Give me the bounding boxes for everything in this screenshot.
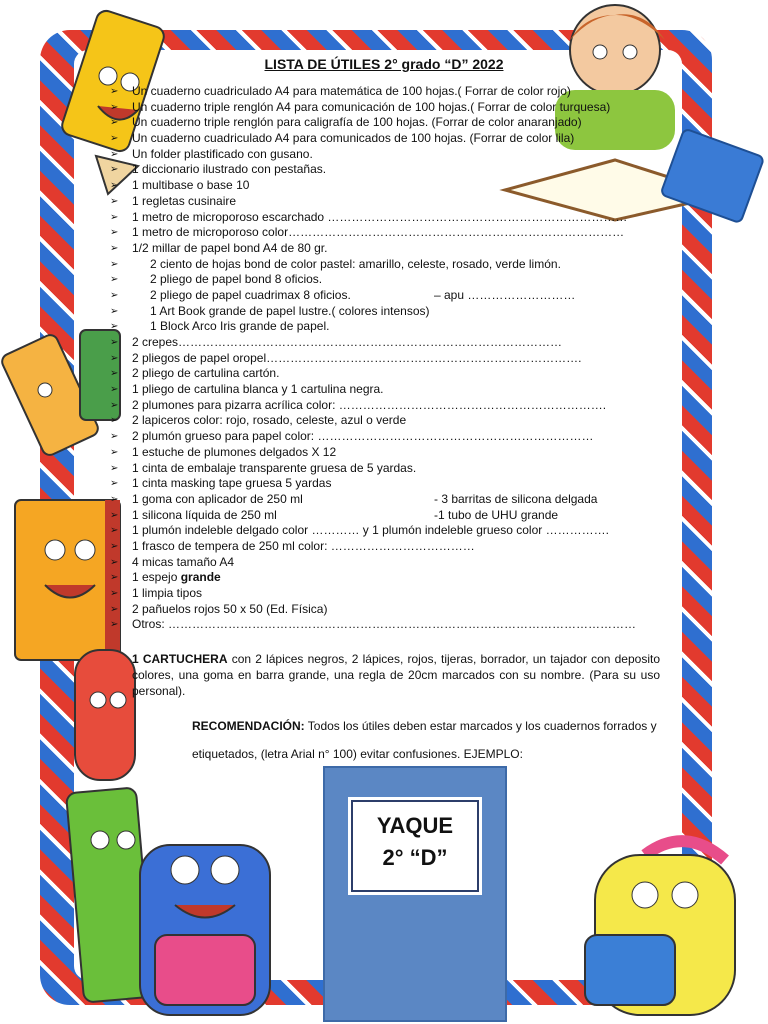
pink-backpack-character-illustration (575, 835, 765, 1020)
list-item-text: 1 cinta de embalaje transparente gruesa de 5 yardas. (132, 460, 417, 475)
list-item (106, 147, 666, 163)
arrow-bullet-icon: ➢ (110, 321, 119, 333)
arrow-bullet-icon: ➢ (110, 305, 119, 317)
list-item-text: 1 Art Book grande de papel lustre.( colores intensos) (150, 303, 430, 318)
list-item-text: Un cuaderno triple renglón A4 para comunicación de 100 hojas.( Forrar de color turquesa) (132, 99, 611, 114)
list-item (106, 162, 666, 178)
list-item (106, 476, 666, 492)
list-item (106, 382, 666, 398)
list-item-text: Un cuaderno cuadriculado A4 para comunicados de 100 hojas. (Forrar de color lila) (132, 131, 575, 146)
list-item (106, 539, 666, 555)
arrow-bullet-icon: ➢ (110, 101, 119, 113)
list-item-text: 1 regletas cusinaire (132, 193, 237, 208)
list-item-text: Un folder plastificado con gusano. (132, 146, 313, 161)
list-item (106, 461, 666, 477)
list-item-text: 1 plumón indeleble delgado color ………… y 1 plumón indeleble grueso color ……………. (132, 523, 609, 538)
arrow-bullet-icon: ➢ (110, 211, 119, 223)
list-item-extra-text: -1 tubo de UHU grande (434, 507, 559, 522)
list-item (106, 398, 666, 414)
list-item-text: 2 crepes…………………………………………………………………………………… (132, 335, 563, 349)
arrow-bullet-icon: ➢ (110, 368, 119, 380)
list-item-text: 1 cinta masking tape gruesa 5 yardas (132, 476, 332, 491)
list-item-text: 1 Block Arco Iris grande de papel. (150, 319, 330, 334)
blue-backpack-character-illustration (135, 815, 275, 1020)
list-item-bold-text: grande (180, 570, 221, 585)
arrow-bullet-icon: ➢ (110, 274, 119, 286)
cartuchera-text: con 2 lápices negros, 2 lápices, rojos, tijeras, borrador, un tajador con deposito colores, una goma en barra grande, una regla de 20cm marcados con su nombre. (Para su uso personal). (132, 652, 661, 698)
list-item-text: 2 lapiceros color: rojo, rosado, celeste, azul o verde (132, 413, 407, 428)
arrow-bullet-icon: ➢ (110, 415, 119, 427)
arrow-bullet-icon: ➢ (110, 133, 119, 145)
list-item (106, 508, 666, 524)
list-item (106, 225, 666, 241)
arrow-bullet-icon: ➢ (110, 572, 119, 584)
list-item-text: 1 espejo (132, 570, 181, 585)
list-item (106, 84, 666, 100)
list-item (106, 194, 666, 210)
list-item-text: 1 metro de microporoso color………………………………………………………………………… (132, 225, 625, 240)
arrow-bullet-icon: ➢ (110, 86, 119, 97)
example-name: YAQUE (376, 813, 454, 838)
arrow-bullet-icon: ➢ (110, 164, 119, 176)
list-item-text: 1 frasco de tempera de 250 ml color: ……………………………… (132, 538, 475, 553)
list-item-text: 4 micas tamaño A4 (132, 554, 235, 569)
list-item-text: 2 plumones para pizarra acrílica color: …………………………………………………………. (132, 397, 607, 412)
list-item-text: 2 pliego de papel bond 8 oficios. (150, 272, 323, 287)
list-item (106, 523, 666, 539)
list-item (106, 555, 666, 571)
arrow-bullet-icon: ➢ (110, 148, 119, 160)
page-title: LISTA DE ÚTILES 2° grado “D” 2022 (264, 56, 504, 72)
arrow-bullet-icon: ➢ (110, 258, 119, 270)
list-item (106, 319, 666, 335)
list-item (106, 115, 666, 131)
list-item-extra-text: - 3 barritas de silicona delgada (434, 491, 598, 506)
list-item (106, 445, 666, 461)
arrow-bullet-icon: ➢ (110, 384, 119, 396)
arrow-bullet-icon: ➢ (110, 227, 119, 239)
arrow-bullet-icon: ➢ (110, 195, 119, 207)
list-item (106, 272, 666, 288)
cartuchera-paragraph (132, 651, 660, 699)
example-notebook-cover (323, 766, 507, 1022)
list-item (106, 413, 666, 429)
list-item (106, 257, 666, 273)
list-item-text: 2 pliego de papel cuadrimax 8 oficios. (150, 287, 351, 302)
list-item-text: 1/2 millar de papel bond A4 de 80 gr. (132, 240, 328, 255)
list-item-text: 1 goma con aplicador de 250 ml (132, 491, 303, 506)
list-item (106, 304, 666, 320)
list-item-text: 2 plumón grueso para papel color: …………………………………………………………… (132, 429, 594, 444)
arrow-bullet-icon: ➢ (110, 588, 119, 599)
arrow-bullet-icon: ➢ (110, 540, 119, 552)
example-grade: 2° “D” (382, 845, 448, 870)
arrow-bullet-icon: ➢ (110, 337, 119, 348)
arrow-bullet-icon: ➢ (110, 509, 119, 521)
list-item (106, 131, 666, 147)
list-item-text: 2 pliegos de papel oropel……………………………………………………………………. (132, 350, 582, 365)
list-item-text: Otros: ……………………………………………………………………………………………………… (132, 617, 637, 632)
list-item (106, 602, 666, 618)
arrow-bullet-icon: ➢ (110, 462, 119, 474)
list-item (106, 351, 666, 367)
arrow-bullet-icon: ➢ (110, 446, 119, 458)
list-item (106, 241, 666, 257)
arrow-bullet-icon: ➢ (110, 556, 119, 568)
list-item (106, 366, 666, 382)
arrow-bullet-icon: ➢ (110, 399, 119, 411)
list-item (106, 586, 666, 602)
arrow-bullet-icon: ➢ (110, 289, 119, 301)
arrow-bullet-icon: ➢ (110, 478, 119, 490)
list-item (106, 178, 666, 194)
supplies-list (106, 84, 666, 633)
list-item (106, 210, 666, 226)
list-item-text: 2 ciento de hojas bond de color pastel: amarillo, celeste, rosado, verde limón. (150, 256, 561, 271)
arrow-bullet-icon: ➢ (110, 431, 119, 443)
recommendation-paragraph (192, 712, 662, 768)
list-item (106, 617, 666, 633)
arrow-bullet-icon: ➢ (110, 352, 119, 364)
list-item-text: Un cuaderno cuadriculado A4 para matemática de 100 hojas.( Forrar de color rojo) (132, 84, 571, 98)
list-item-text: 1 estuche de plumones delgados X 12 (132, 444, 337, 459)
list-item (106, 335, 666, 351)
list-item-text: 1 diccionario ilustrado con pestañas. (132, 162, 327, 177)
arrow-bullet-icon: ➢ (110, 493, 119, 505)
arrow-bullet-icon: ➢ (110, 180, 119, 192)
list-item (106, 100, 666, 116)
recommendation-text: Todos los útiles deben estar marcados y los cuadernos forrados y etiquetados, (letra Arial n° 100) evitar confusiones. EJEMPLO: (192, 719, 657, 761)
arrow-bullet-icon: ➢ (110, 525, 119, 537)
list-item (106, 492, 666, 508)
arrow-bullet-icon: ➢ (110, 117, 119, 129)
list-item-text: 1 limpia tipos (132, 586, 203, 600)
cartuchera-label: 1 CARTUCHERA (132, 652, 228, 666)
list-item (106, 570, 666, 586)
list-item-text: 1 pliego de cartulina blanca y 1 cartulina negra. (132, 382, 384, 397)
arrow-bullet-icon: ➢ (110, 603, 119, 615)
arrow-bullet-icon: ➢ (110, 242, 119, 254)
list-item (106, 288, 666, 304)
list-item (106, 429, 666, 445)
list-item-text: Un cuaderno triple renglón para caligrafía de 100 hojas. (Forrar de color anaranjado) (132, 115, 582, 130)
list-item-extra-text: – apu ……………………… (434, 287, 576, 302)
list-item-text: 2 pliego de cartulina cartón. (132, 366, 280, 381)
arrow-bullet-icon: ➢ (110, 619, 119, 631)
example-name-label (351, 800, 479, 892)
list-item-text: 1 silicona líquida de 250 ml (132, 507, 277, 522)
list-item-text: 2 pañuelos rojos 50 x 50 (Ed. Física) (132, 601, 328, 616)
list-item-text: 1 metro de microporoso escarchado ………………………………………………………………… (132, 209, 628, 224)
recommendation-label: RECOMENDACIÓN: (192, 719, 305, 733)
list-item-text: 1 multibase o base 10 (132, 178, 250, 193)
